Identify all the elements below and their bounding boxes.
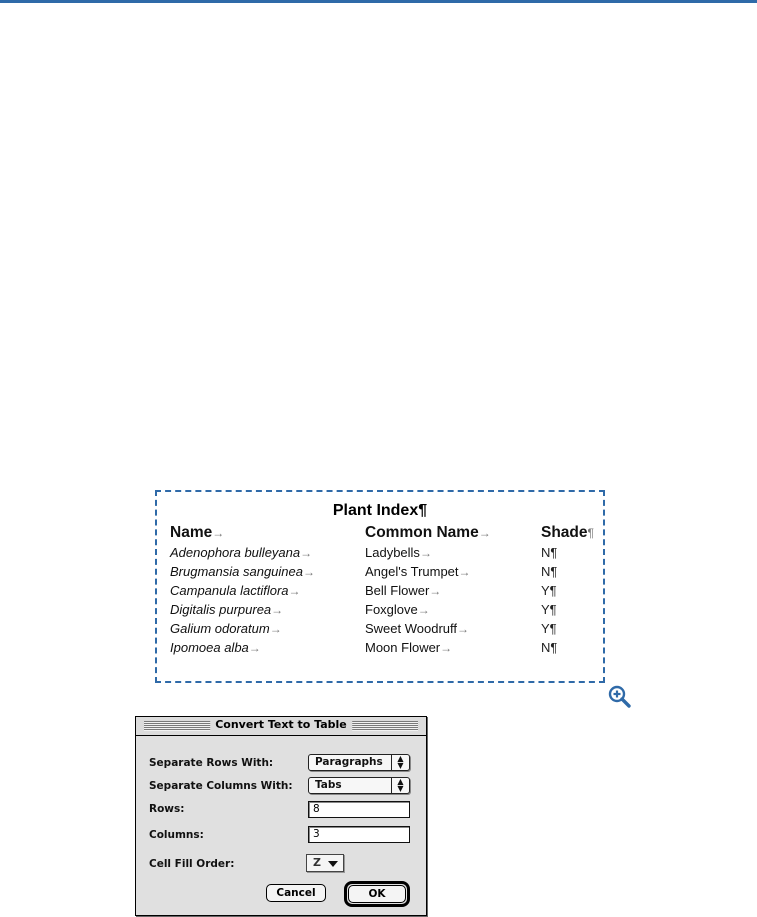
tab-mark: → [271, 603, 284, 617]
rows-label: Rows: [149, 803, 185, 815]
tab-mark: → [212, 526, 225, 540]
tab-mark: → [417, 603, 430, 617]
plant-shade: Y¶ [541, 602, 557, 617]
list-item [170, 583, 610, 602]
cell-fill-order-popup[interactable] [306, 854, 344, 872]
columns-field[interactable]: 3 [308, 826, 410, 843]
cell-fill-order-label: Cell Fill Order: [149, 858, 235, 870]
header-common-name: Common Name [365, 524, 479, 541]
dialog-title: Convert Text to Table [210, 718, 352, 731]
tab-mark: → [458, 565, 471, 579]
plant-common-name: Ladybells [365, 545, 420, 560]
tab-mark: → [300, 546, 313, 560]
plant-shade: Y¶ [541, 583, 557, 598]
plant-common-name: Bell Flower [365, 583, 430, 598]
separate-columns-popup[interactable] [308, 777, 410, 794]
list-item [170, 602, 610, 621]
plant-shade: N¶ [541, 564, 558, 579]
plant-name: Ipomoea alba [170, 640, 249, 655]
tab-mark: → [288, 584, 301, 598]
plant-common-name: Sweet Woodruff [365, 621, 458, 636]
plant-shade: N¶ [541, 545, 558, 560]
dialog-titlebar[interactable] [136, 717, 426, 736]
plant-name: Digitalis purpurea [170, 602, 272, 617]
triangle-down-icon [328, 861, 338, 867]
columns-label: Columns: [149, 829, 204, 841]
tab-mark: → [478, 526, 491, 540]
tab-mark: → [457, 622, 470, 636]
plant-common-name: Moon Flower [365, 640, 441, 655]
z-order-icon: Z [313, 856, 321, 869]
header-row [170, 524, 610, 543]
ok-button[interactable]: OK [348, 885, 406, 903]
popup-arrows-icon: ▲ ▼ [391, 755, 409, 770]
list-item [170, 564, 610, 583]
separate-columns-label: Separate Columns With: [149, 780, 293, 792]
tab-mark: → [302, 565, 315, 579]
paragraph-mark: ¶ [587, 526, 594, 540]
plant-common-name: Foxglove [365, 602, 418, 617]
plant-name: Adenophora bulleyana [170, 545, 301, 560]
list-item [170, 545, 610, 564]
plant-name: Galium odoratum [170, 621, 270, 636]
tab-mark: → [269, 622, 282, 636]
separate-rows-popup[interactable] [308, 754, 410, 771]
zoom-in-icon[interactable] [605, 683, 635, 713]
plant-name: Brugmansia sanguinea [170, 564, 303, 579]
plant-common-name: Angel's Trumpet [365, 564, 459, 579]
separate-rows-label: Separate Rows With: [149, 757, 274, 769]
convert-text-to-table-dialog [135, 716, 427, 916]
tab-mark: → [429, 584, 442, 598]
plant-name: Campanula lactiflora [170, 583, 289, 598]
text-selection-callout [155, 490, 605, 683]
top-rule [0, 0, 757, 3]
separate-rows-value: Paragraphs [315, 756, 383, 768]
popup-arrows-icon: ▲ ▼ [391, 778, 409, 793]
tab-mark: → [419, 546, 432, 560]
header-name: Name [170, 524, 213, 541]
document-title: Plant Index¶ [332, 502, 428, 519]
plant-shade: N¶ [541, 640, 558, 655]
list-item [170, 621, 610, 640]
tab-mark: → [248, 641, 261, 655]
tab-mark: → [440, 641, 453, 655]
cancel-button[interactable]: Cancel [266, 884, 326, 902]
plant-shade: Y¶ [541, 621, 557, 636]
header-shade: Shade [541, 524, 588, 541]
list-item [170, 640, 610, 659]
rows-field[interactable]: 8 [308, 801, 410, 818]
separate-columns-value: Tabs [315, 779, 342, 791]
